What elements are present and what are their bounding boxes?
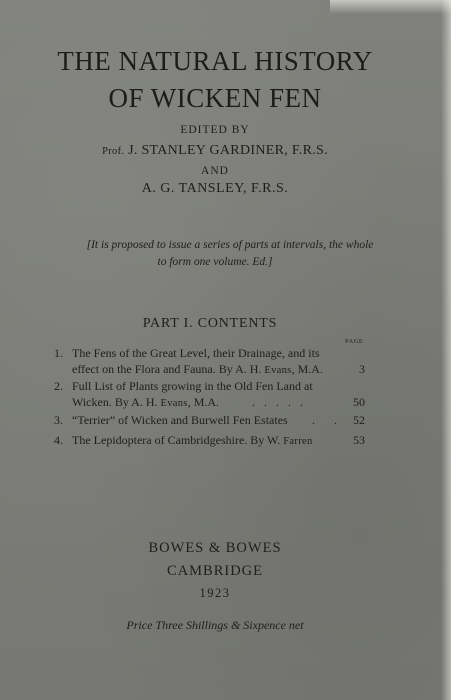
entry-number: 4.	[54, 433, 63, 447]
entry-number: 2.	[54, 379, 63, 393]
title-line-2: OF WICKEN FEN	[108, 83, 322, 113]
entry-number: 1.	[54, 346, 63, 360]
publisher-name: BOWES & BOWES	[148, 540, 282, 556]
paper-edge-top	[330, 0, 451, 14]
contents-heading: PART I. CONTENTS	[142, 316, 278, 331]
note-line-1: [It is proposed to issue a series of parts at intervals, the whole	[86, 239, 374, 251]
entry-title-line	[72, 433, 313, 448]
and-label: AND	[201, 165, 229, 177]
entry-text: , M.A.	[187, 395, 220, 409]
entry-author: Farren	[283, 436, 313, 447]
entry-page: 53	[353, 433, 365, 447]
price-line: Price Three Shillings & Sixpence net	[126, 618, 304, 632]
title-line-1: THE NATURAL HISTORY	[57, 46, 373, 76]
entry-number: 3.	[54, 413, 63, 427]
editor-1-name: J. STANLEY GARDINER, F.R.S.	[128, 143, 328, 158]
paper-edge	[441, 0, 451, 700]
page-column-label: PAGE	[345, 338, 364, 345]
edited-by-label: EDITED BY	[180, 124, 250, 136]
entry-text: Wicken. By A. H.	[72, 395, 161, 409]
entry-title-line	[72, 395, 219, 410]
editor-1-prefix: Prof.	[102, 146, 125, 157]
entry-page: 50	[353, 395, 365, 409]
publisher-city: CAMBRIDGE	[166, 563, 263, 579]
entry-text: The Lepidoptera of Cambridgeshire. By W.	[72, 433, 284, 447]
leader-dots: . . . . .	[252, 395, 306, 409]
leader-dots: . .	[312, 413, 345, 427]
entry-title-line	[72, 362, 323, 377]
entry-text: , M.A.	[291, 362, 323, 376]
entry-text: effect on the Flora and Fauna. By A. H.	[72, 362, 265, 376]
note-line-2: to form one volume. Ed.]	[157, 256, 273, 268]
editor-2: A. G. TANSLEY, F.R.S.	[141, 181, 289, 196]
entry-title-line: The Fens of the Great Level, their Drainage, and its	[72, 346, 320, 360]
entry-title-line: Full List of Plants growing in the Old Fen Land at	[72, 379, 313, 393]
entry-title-line: “Terrier” of Wicken and Burwell Fen Estates	[72, 413, 288, 427]
entry-author: Evans	[160, 398, 188, 409]
entry-page: 3	[359, 362, 365, 376]
entry-author: Evans	[264, 365, 292, 376]
publication-year: 1923	[199, 586, 231, 600]
editor-1	[0, 143, 430, 159]
entry-page: 52	[353, 413, 365, 427]
